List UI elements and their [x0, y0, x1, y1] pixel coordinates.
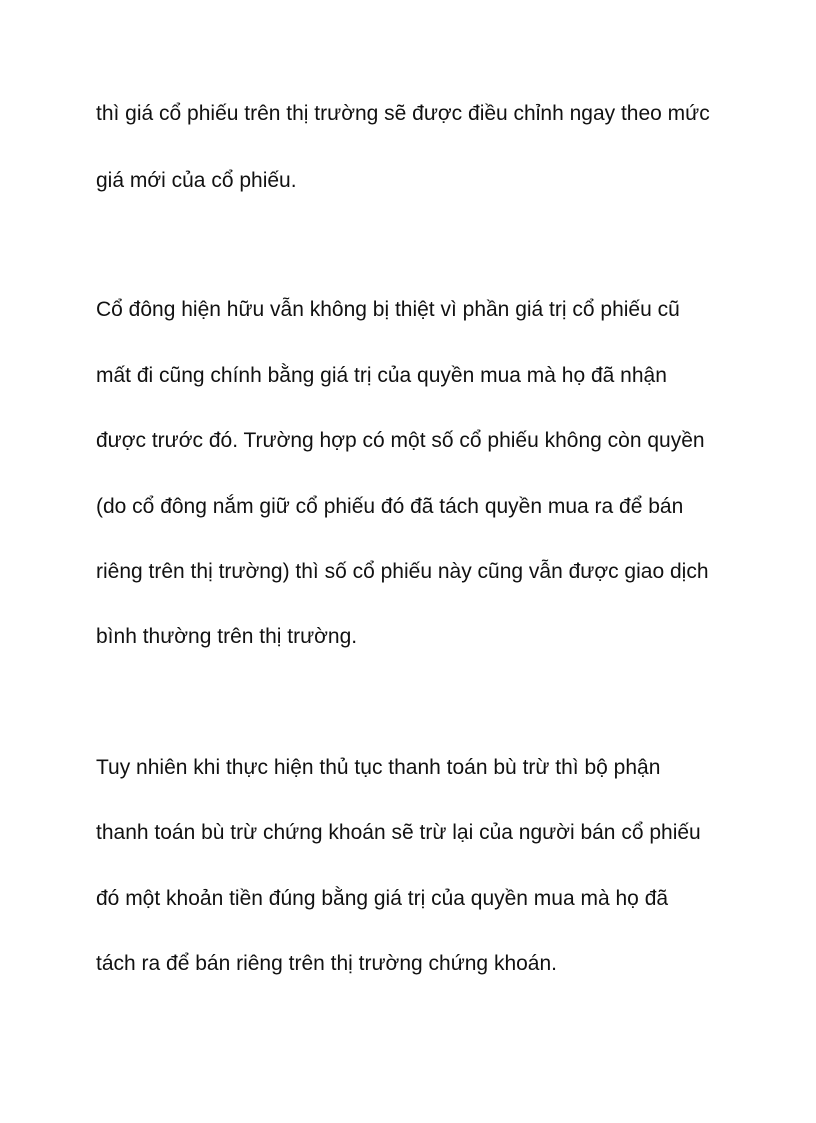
paragraph-2-line-4: (do cổ đông nắm giữ cổ phiếu đó đã tách quyền mua ra để bán: [96, 495, 684, 518]
paragraph-2-line-3: được trước đó. Trường hợp có một số cổ phiếu không còn quyền: [96, 429, 705, 452]
paragraph-1-line-1: thì giá cổ phiếu trên thị trường sẽ được điều chỉnh ngay theo mức: [96, 102, 710, 125]
paragraph-3-line-2: thanh toán bù trừ chứng khoán sẽ trừ lại của người bán cổ phiếu: [96, 821, 701, 844]
paragraph-1-line-2: giá mới của cổ phiếu.: [96, 169, 297, 192]
paragraph-2-line-1: Cổ đông hiện hữu vẫn không bị thiệt vì phần giá trị cổ phiếu cũ: [96, 298, 680, 321]
paragraph-3-line-4: tách ra để bán riêng trên thị trường chứng khoán.: [96, 952, 557, 975]
paragraph-2-line-6: bình thường trên thị trường.: [96, 625, 358, 648]
paragraph-2-line-5: riêng trên thị trường) thì số cổ phiếu này cũng vẫn được giao dịch: [96, 560, 709, 583]
paragraph-2-line-2: mất đi cũng chính bằng giá trị của quyền mua mà họ đã nhận: [96, 364, 667, 387]
paragraph-3-line-1: Tuy nhiên khi thực hiện thủ tục thanh toán bù trừ thì bộ phận: [96, 756, 661, 779]
paragraph-3-line-3: đó một khoản tiền đúng bằng giá trị của quyền mua mà họ đã: [96, 887, 669, 910]
